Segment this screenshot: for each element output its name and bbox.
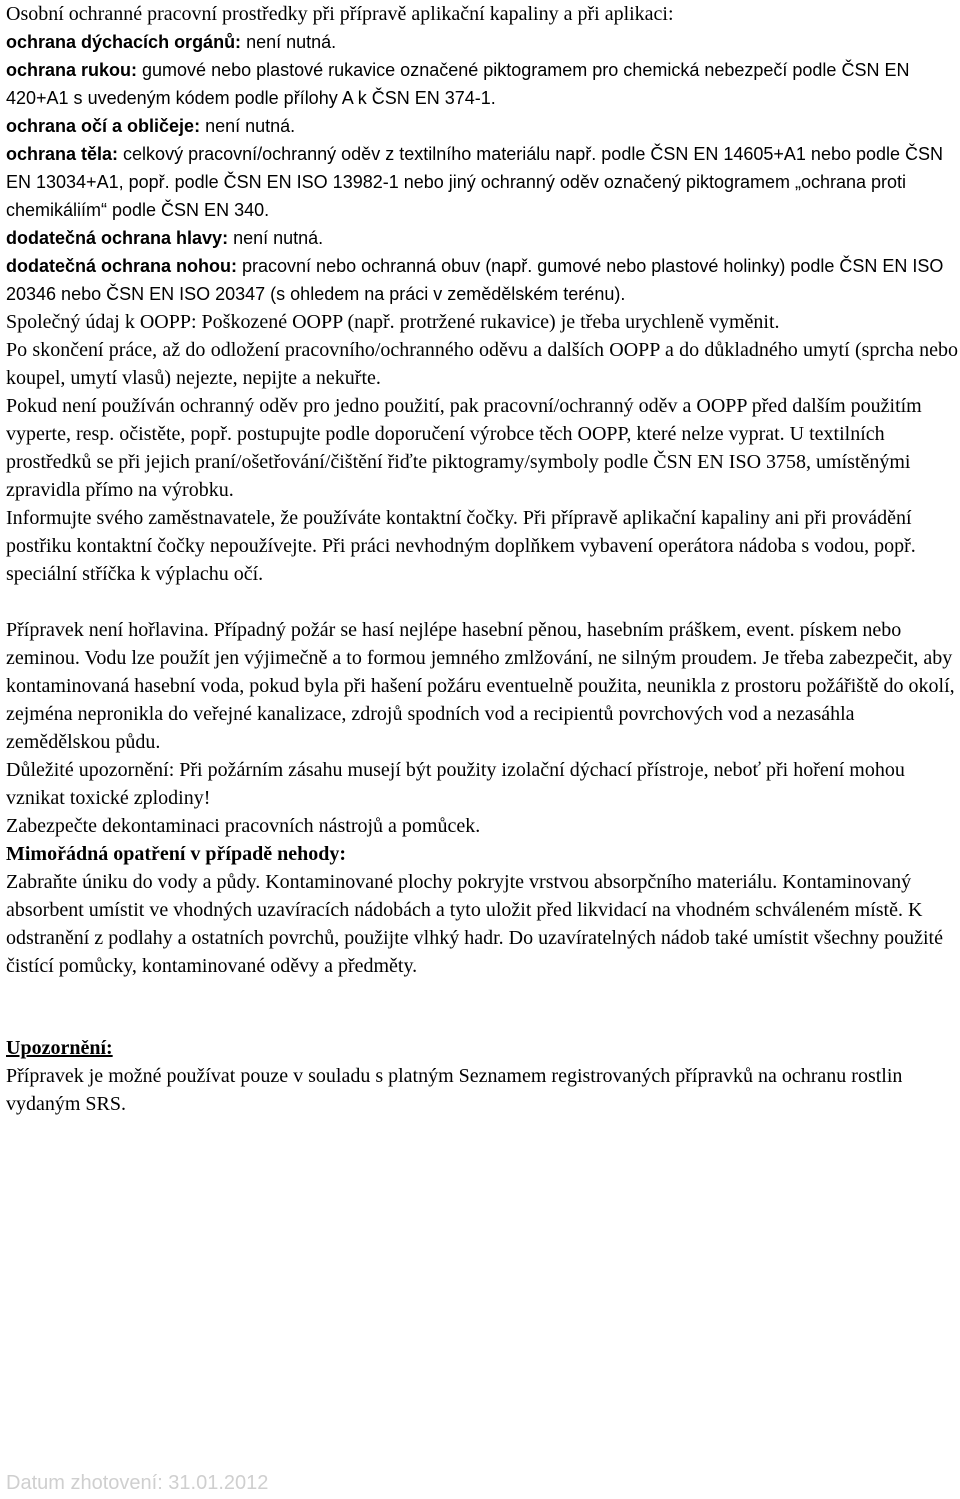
ppe-feet — [6, 252, 958, 308]
ppe-body-text: celkový pracovní/ochranný oděv z textilního materiálu např. podle ČSN EN 14605+A1 nebo podle ČSN EN 13034+A1, popř. podle ČSN EN ISO 13982-1 nebo jiný ochranný oděv označený piktogramem „ochrana proti chemikáliím“ podle ČSN EN 340. — [6, 144, 944, 220]
ppe-body — [6, 140, 958, 224]
ppe-body-label: ochrana těla: — [6, 144, 119, 164]
ppe-common: Společný údaj k OOPP: Poškozené OOPP (např. protržené rukavice) je třeba urychleně vyměnit. — [6, 311, 780, 333]
ppe-contacts: Informujte svého zaměstnavatele, že používáte kontaktní čočky. Při přípravě aplikační kapaliny ani při provádění postřiku kontaktní čočky nepoužívejte. Při práci nevhodným doplňkem vybavení operátora nádoba s vodou, popř. speciální stříčka k výplachu očí. — [6, 507, 916, 585]
ppe-breathing — [6, 28, 958, 56]
ppe-hands-text: gumové nebo plastové rukavice označené piktogramem pro chemická nebezpečí podle ČSN EN 420+A1 s uvedeným kódem podle přílohy A k ČSN EN 374-1. — [6, 60, 910, 108]
emergency-text: Zabraňte úniku do vody a půdy. Kontaminované plochy pokryjte vrstvou absorpčního materiálu. Kontaminovaný absorbent umístit ve vhodných uzavíracích nádobách a tyto uložit před likvidací na vhodném schváleném místě. K odstranění z podlahy a ostatních povrchů, použijte vlhký hadr. Do uzavíratelných nádob také umístit všechny použité čistící pomůcky, kontaminované oděvy a předměty. — [6, 871, 943, 977]
ppe-head — [6, 224, 958, 252]
fire-warning: Důležité upozornění: Při požárním zásahu musejí být použity izolační dýchací přístroje, neboť při hoření mohou vznikat toxické zplodiny! — [6, 759, 905, 809]
ppe-cleaning: Pokud není používán ochranný oděv pro jedno použití, pak pracovní/ochranný oděv a OOPP před dalším použitím vyperte, resp. očistěte, popř. postupujte podle doporučení výrobce těch OOPP, které nelze vyprat. U textilních prostředků se při jejich praní/ošetřování/čištění řiďte piktogramy/symboly podle ČSN EN ISO 3758, umístěnými zpravidla přímo na výrobku. — [6, 395, 922, 501]
ppe-hands-label: ochrana rukou: — [6, 60, 138, 80]
ppe-breathing-text: není nutná. — [241, 32, 337, 52]
emergency-heading: Mimořádná opatření v případě nehody: — [6, 843, 347, 865]
ppe-hands — [6, 56, 958, 112]
ppe-after-work: Po skončení práce, až do odložení pracovního/ochranného oděvu a dalších OOPP a do důkladného umytí (sprcha nebo koupel, umytí vlasů) nejezte, nepijte a nekuřte. — [6, 339, 958, 389]
ppe-eyes-text: není nutná. — [200, 116, 296, 136]
fire-paragraph: Přípravek není hořlavina. Případný požár se hasí nejlépe hasební pěnou, hasebním práškem, event. pískem nebo zeminou. Vodu lze použít jen výjimečně a to formou jemného zmlžování, ne silným proudem. Je třeba zabezpečit, aby kontaminovaná hasební voda, pokud byla při hašení požáru eventuelně použita, neunikla z prostoru požářiště do okolí, zejména nepronikla do veřejné kanalizace, zdrojů spodních vod a recipientů povrchových vod a nezasáhla zemědělskou půdu. — [6, 619, 955, 753]
ppe-intro: Osobní ochranné pracovní prostředky při přípravě aplikační kapaliny a při aplikaci: — [6, 3, 674, 25]
warning-text: Přípravek je možné používat pouze v souladu s platným Seznamem registrovaných přípravků na ochranu rostlin vydaným SRS. — [6, 1065, 903, 1115]
ppe-head-label: dodatečná ochrana hlavy: — [6, 228, 229, 248]
ppe-eyes-label: ochrana očí a obličeje: — [6, 116, 201, 136]
document-page — [6, 0, 958, 1118]
ppe-head-text: není nutná. — [228, 228, 324, 248]
warning-heading: Upozornění: — [6, 1037, 113, 1059]
ppe-eyes — [6, 112, 958, 140]
fire-decontamination: Zabezpečte dekontaminaci pracovních nástrojů a pomůcek. — [6, 815, 481, 837]
ppe-feet-text: pracovní nebo ochranná obuv (např. gumové nebo plastové holinky) podle ČSN EN ISO 20346 nebo ČSN EN ISO 20347 (s ohledem na práci v zemědělském terénu). — [6, 256, 944, 304]
footer-date: Datum zhotovení: 31.01.2012 — [6, 1472, 269, 1494]
ppe-breathing-label: ochrana dýchacích orgánů: — [6, 32, 242, 52]
ppe-feet-label: dodatečná ochrana nohou: — [6, 256, 238, 276]
